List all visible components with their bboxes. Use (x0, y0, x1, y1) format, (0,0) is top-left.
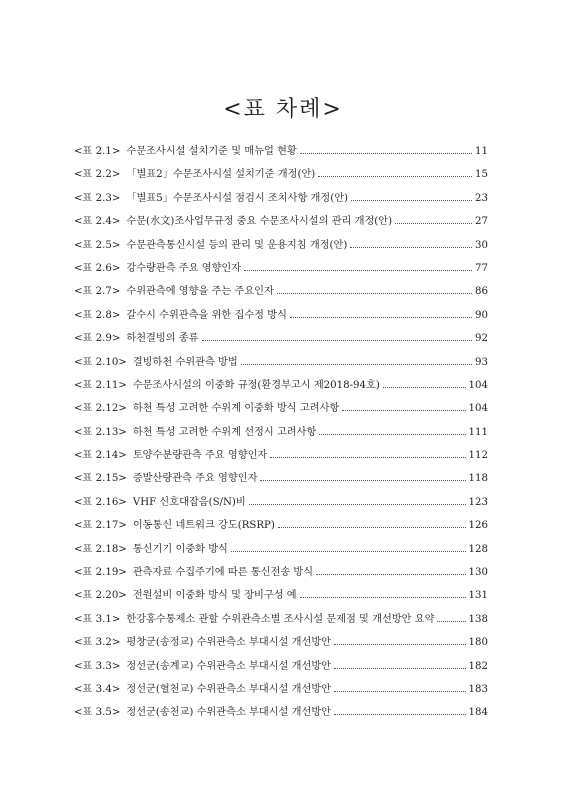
toc-entry-page: 93 (475, 356, 488, 368)
toc-entry[interactable] (74, 189, 488, 212)
dot-leader (231, 551, 466, 552)
toc-entry-number: <표 2.5> (74, 239, 121, 251)
toc-entry-page: 111 (468, 426, 488, 438)
toc-entry-number: <표 2.9> (74, 333, 121, 345)
dot-leader (300, 153, 472, 154)
toc-entry[interactable] (74, 469, 488, 492)
toc-entry[interactable] (74, 657, 488, 680)
dot-leader (277, 293, 472, 294)
toc-entry-page: 104 (468, 403, 488, 415)
toc-entry-page: 23 (475, 192, 488, 204)
toc-entry[interactable] (74, 376, 488, 399)
toc-entry-number: <표 2.16> (74, 496, 127, 508)
dot-leader (395, 223, 472, 224)
page-title: <표 차례> (223, 97, 343, 122)
toc-entry-number: <표 2.3> (74, 192, 121, 204)
toc-entry-title: 갈수시 수위관측을 위한 집수정 방식 (126, 309, 287, 321)
toc-entry[interactable] (74, 212, 488, 235)
toc-entry[interactable] (74, 282, 488, 305)
dot-leader (319, 434, 465, 435)
toc-entry-number: <표 2.17> (74, 520, 127, 532)
toc-entry-page: 86 (475, 286, 488, 298)
toc-entry-number: <표 2.12> (74, 403, 127, 415)
toc-entry-number: <표 2.11> (74, 379, 127, 391)
toc-entry-number: <표 3.1> (74, 613, 121, 625)
toc-entry[interactable] (74, 353, 488, 376)
dot-leader (318, 176, 472, 177)
toc-entry-page: 30 (475, 239, 488, 251)
toc-entry[interactable] (74, 306, 488, 329)
toc-entry-title: 수위관측에 영향을 주는 주요인자 (126, 286, 274, 298)
dot-leader (244, 270, 472, 271)
toc-entry-page: 15 (475, 169, 488, 181)
dot-leader (241, 364, 472, 365)
toc-entry-number: <표 2.20> (74, 590, 127, 602)
toc-entry-number: <표 2.10> (74, 356, 127, 368)
toc-entry-number: <표 3.5> (74, 707, 121, 719)
toc-entry-number: <표 2.19> (74, 567, 127, 579)
toc-entry-number: <표 2.2> (74, 169, 121, 181)
toc-entry-number: <표 2.4> (74, 216, 121, 228)
toc-entry-title: 「별표2」수문조사시설 설치기준 개정(안) (126, 169, 316, 181)
toc-entry[interactable] (74, 610, 488, 633)
dot-leader (334, 668, 466, 669)
toc-entry-number: <표 2.7> (74, 286, 121, 298)
toc-entry-title: 정선군(송천교) 수위관측소 부대시설 개선방안 (126, 707, 332, 719)
dot-leader (351, 200, 472, 201)
toc-entry[interactable] (74, 329, 488, 352)
toc-entry[interactable] (74, 446, 488, 469)
toc-entry-page: 183 (468, 683, 488, 695)
toc-entry[interactable] (74, 563, 488, 586)
dot-leader (334, 714, 466, 715)
toc-entry[interactable] (74, 703, 488, 726)
dot-leader (334, 644, 466, 645)
toc-entry-number: <표 3.4> (74, 683, 121, 695)
toc-entry-title: 토양수분량관측 주요 영향인자 (132, 450, 268, 462)
toc-entry-title: 정선군(송계교) 수위관측소 부대시설 개선방안 (126, 660, 332, 672)
dot-leader (278, 527, 466, 528)
toc-entry[interactable] (74, 165, 488, 188)
dot-leader (383, 387, 466, 388)
toc-entry-title: 통신기기 이중화 방식 (132, 543, 228, 555)
dot-leader (270, 457, 465, 458)
dot-leader (342, 410, 465, 411)
toc-entry-title: 수문조사시설 설치기준 및 매뉴얼 현황 (126, 146, 297, 157)
toc-entry-number: <표 2.13> (74, 426, 127, 438)
dot-leader (437, 621, 465, 622)
toc-entry-number: <표 2.6> (74, 262, 121, 274)
toc-entry-number: <표 2.1> (74, 146, 121, 157)
toc-entry-number: <표 2.15> (74, 473, 127, 485)
toc-entry[interactable] (74, 399, 488, 422)
dot-leader (350, 247, 472, 248)
toc-entry-page: 131 (468, 590, 488, 602)
toc-entry-page: 184 (468, 707, 488, 719)
dot-leader (249, 504, 466, 505)
toc-entry-page: 27 (475, 216, 488, 228)
toc-entry-title: 강수량관측 주요 영향인자 (126, 262, 242, 274)
toc-entry-page: 104 (468, 379, 488, 391)
toc-entry-page: 92 (475, 333, 488, 345)
toc-entry-title: 수문관측통신시설 등의 관리 및 운용지침 개정(안) (126, 239, 348, 251)
toc-entry-title: 이동통신 네트워크 강도(RSRP) (132, 520, 275, 532)
toc-entry-page: 11 (475, 146, 488, 157)
toc-entry-page: 123 (468, 496, 488, 508)
toc-entry[interactable] (74, 493, 488, 516)
toc-entry-title: 한강홍수통제소 관할 수위관측소별 조사시설 문제점 및 개선방안 요약 (126, 613, 435, 625)
toc-entry-page: 130 (468, 567, 488, 579)
toc-entry-number: <표 2.18> (74, 543, 127, 555)
toc-entry-title: 전원설비 이중화 방식 및 장비구성 예 (132, 590, 297, 602)
dot-leader (316, 574, 465, 575)
toc-entry[interactable] (74, 142, 488, 165)
toc-entry-number: <표 2.14> (74, 450, 127, 462)
toc-entry[interactable] (74, 423, 488, 446)
toc-entry-title: 관측자료 수집주기에 따른 통신전송 방식 (132, 567, 314, 579)
toc-entry-page: 138 (468, 613, 488, 625)
dot-leader (334, 691, 466, 692)
toc-entry[interactable] (74, 680, 488, 703)
toc-entry-page: 118 (468, 473, 488, 485)
toc-entry-number: <표 3.2> (74, 637, 121, 649)
toc-entry[interactable] (74, 236, 488, 259)
toc-entry-page: 77 (475, 262, 488, 274)
table-of-tables (74, 142, 488, 727)
toc-entry-page: 182 (468, 660, 488, 672)
toc-entry[interactable] (74, 259, 488, 282)
toc-entry-title: VHF 신호대잡음(S/N)비 (132, 496, 246, 508)
toc-entry-title: 평창군(송정교) 수위관측소 부대시설 개선방안 (126, 637, 332, 649)
toc-entry-title: 결빙하천 수위관측 방법 (132, 356, 238, 368)
toc-entry-title: 「별표5」수문조사시설 점검시 조치사항 개정(안) (126, 192, 349, 204)
toc-entry-title: 수문조사시설의 이중화 규정(환경부고시 제2018-94호) (132, 379, 380, 391)
toc-entry[interactable] (74, 516, 488, 539)
dot-leader (260, 480, 465, 481)
dot-leader (202, 340, 473, 341)
toc-entry-page: 128 (468, 543, 488, 555)
toc-entry-page: 112 (468, 450, 488, 462)
toc-entry-title: 하천 특성 고려한 수위계 이중화 방식 고려사항 (132, 403, 340, 415)
toc-entry-page: 180 (468, 637, 488, 649)
dot-leader (300, 597, 466, 598)
toc-entry[interactable] (74, 633, 488, 656)
toc-entry-page: 90 (475, 309, 488, 321)
toc-entry-title: 수문(水文)조사업무규정 중요 수문조사시설의 관리 개정(안) (126, 216, 393, 228)
toc-entry-title: 하천 특성 고려한 수위계 선정시 고려사항 (132, 426, 317, 438)
toc-entry-title: 증발산량관측 주요 영향인자 (132, 473, 258, 485)
toc-entry-title: 하천결빙의 종류 (126, 333, 199, 345)
toc-entry[interactable] (74, 586, 488, 609)
toc-entry-number: <표 2.8> (74, 309, 121, 321)
toc-entry[interactable] (74, 540, 488, 563)
dot-leader (290, 317, 472, 318)
toc-entry-number: <표 3.3> (74, 660, 121, 672)
toc-entry-page: 126 (468, 520, 488, 532)
toc-entry-title: 정선군(혈천교) 수위관측소 부대시설 개선방안 (126, 683, 332, 695)
